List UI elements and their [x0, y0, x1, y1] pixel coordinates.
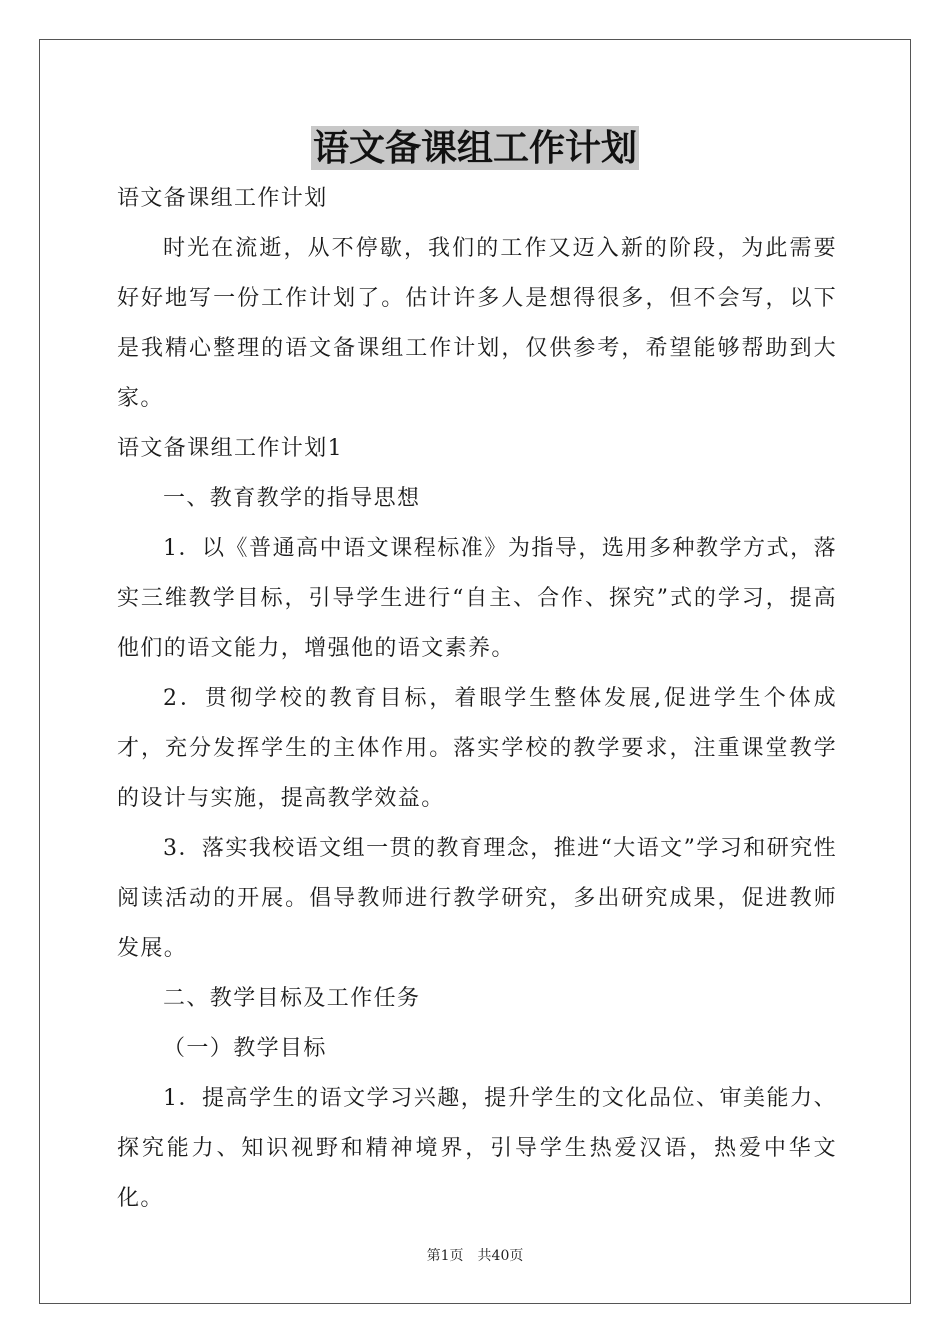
- paragraph: 1．以《普通高中语文课程标准》为指导，选用多种教学方式，落实三维教学目标，引导学生进行“自主、合作、探究”式的学习，提高他们的语文能力，增强他的语文素养。: [117, 536, 837, 661]
- page-footer: [0, 1246, 950, 1266]
- paragraph: 语文备课组工作计划: [117, 186, 328, 211]
- document-title: 语文备课组工作计划: [312, 127, 637, 169]
- section-heading: 一、教育教学的指导思想: [163, 486, 421, 511]
- section-heading: 二、教学目标及工作任务: [163, 986, 421, 1011]
- page-total: 共40页: [477, 1248, 524, 1264]
- page-number: 第1页: [426, 1248, 464, 1264]
- section-heading: （一）教学目标: [163, 1036, 327, 1061]
- paragraph: 3．落实我校语文组一贯的教育理念，推进“大语文”学习和研究性阅读活动的开展。倡导教师进行教学研究，多出研究成果，促进教师发展。: [117, 836, 837, 961]
- document-body: [117, 174, 837, 1224]
- paragraph: 2．贯彻学校的教育目标，着眼学生整体发展,促进学生个体成才，充分发挥学生的主体作用。落实学校的教学要求，注重课堂教学的设计与实施，提高教学效益。: [117, 686, 837, 811]
- title-container: [0, 126, 950, 170]
- paragraph: 时光在流逝，从不停歇，我们的工作又迈入新的阶段，为此需要好好地写一份工作计划了。估计许多人是想得很多，但不会写，以下是我精心整理的语文备课组工作计划，仅供参考，希望能够帮助到大家。: [117, 236, 837, 411]
- paragraph: 1．提高学生的语文学习兴趣，提升学生的文化品位、审美能力、探究能力、知识视野和精神境界，引导学生热爱汉语，热爱中华文化。: [117, 1086, 837, 1211]
- section-heading: 语文备课组工作计划1: [117, 436, 343, 461]
